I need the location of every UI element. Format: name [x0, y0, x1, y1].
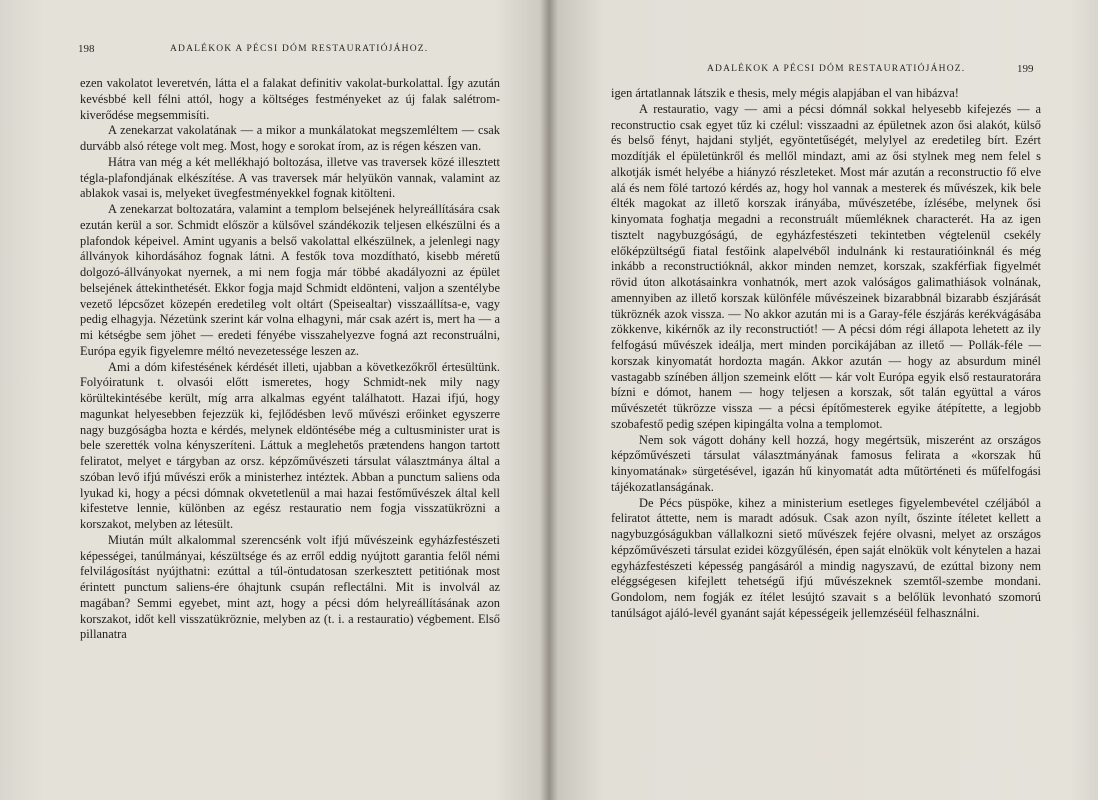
left-paragraph-6: Miután múlt alkalommal szerencsénk volt ifjú művészeink egyházfestészeti képességei, tanúlmányai, készültsége és az erről eddig nyújtott garantia felől némi felvilágosítást nyújthatni: ezúttal a túl-öntudatosan szerkesztett petitiónak most érintett punctum saliens-ére óhajtunk csupán reflectálni. Mit is involvál az magában? Semmi egyebet, mint azt, hogy a pécsi dóm helyreállításának azon korszakot, időt kell visszatükröznie, melyben az (t. i. a restauratio) végbement. Első pillanatra: [80, 532, 500, 642]
right-page-number: 199: [1017, 63, 1034, 75]
left-paragraph-1: ezen vakolatot leveretvén, látta el a falakat definitiv vakolat-burkolattal. Így azután kevésbbé kell félni attól, hogy a költséges festményeket az új falak salétrom-kiverődése megsemmisíti.: [80, 76, 500, 122]
left-page-body: [80, 76, 500, 643]
left-paragraph-5: Ami a dóm kifestésének kérdését illeti, ujabban a következőkről értesültünk. Folyóiratunk t. olvasói előtt ismeretes, hogy Schmidt-nek mily nagy körültekintésébe került, míg arra alkalmas egyént találhatott. Hazai ifjú, hogy magunkat helyesebben fejezzük ki, fejlődésben levő művészi erőinket egyszerre nagy buzgóságba hozta e kérdés, melynek eldöntésébe még a cultusminister urat is bele szerették volna kényszeríteni. Láttuk a meglehetős prætendens hangon tartott feliratot, melyet e tárgyban az orsz. képzőművészeti társulat választmánya által a szóban levő ifjú művészi erők a ministerhez intéztek. Abban a punctum saliens oda lyukad ki, hogy a pécsi dómnak okvetetlenül a mai hazai festőművészek által kell kifestetve lennie, különben az egész restauratio nem fogja visszatükrözni a korszakot, melyben az létesült.: [80, 359, 500, 531]
left-paragraph-4: A zenekarzat boltozatára, valamint a templom belsejének helyreállítására csak ezután kerül a sor. Schmidt először a külsővel szándékozik teljesen elkészülni és a plafondok képeivel. Amint ugyanis a belső vakolattal elkészülnek, a jelenlegi nagy állványok kihordásához fognak látni. A festők tova mozdítható, kisebb méretű dolgozó-állványokat nyernek, a mi nem fogja már többé akadályozni az épület belsejének áttekinthetését. Ekkor fogja majd Schmidt eldönteni, valjon a szentélybe vezető lépcsőzet közepén eredetileg volt oltárt (Speisealtar) visszaállítsa-e, vagy pedig elhagyja. Nézetünk szerint kár volna elhagyni, már csak azért is, mert ha — a mi kétségbe sem jöhet — eredeti fényébe visszahelyezve fogná azt reconstruálni, Európa egyik figyelemre méltó nevezetessége leszen az.: [80, 202, 500, 358]
right-paragraph-2: A restauratio, vagy — ami a pécsi dómnál sokkal helyesebb kifejezés — a reconstructio csak egyet tűz ki czélul: visszaadni az épületnek azon ősi alakót, külső és belső fényt, hajdani styljét, egyöntetűségét, melylyel az eredetileg bírt. Ezért mozdítják el épületünkről és mellől mindazt, ami az ősi stylnek meg nem felel s alkotják ismét helyébe a hiányzó részleteket. Most már azután a reconstructio fő elve alá és nem fölé tartozó kérdés az, hogy hol vannak a mesterek és művészek, kik bele élték magokat az illető korszak irányába, művészetébe, ízlésébe, melynek ősi kinyomata foghatja megadni a reconstruált műemléknek characterét. Ha az igen tisztelt nagybuzgóságú, de egyházfestészeti tekintetben végtelenül csekély előképzültségű fiatal festőink alapelvéből indulnánk ki restauratióinknál és még inkább a reconstructióknál, akkor minden nemzet, korszak, szakférfiak figyelmét rövid úton alkotásainkra vonhatnók, mert azok valóságos galimathiások volnának, amennyiben az illető korszak különféle művészeinek bizarabbnál bizarabb észjárását tükröznék azok vissza. — No akkor azután mi is a Garay-féle észjárás kerékvágásába zökkenve, kikérnők az ily reconstructiót! — A pécsi dóm régi állapota lehetett az ily felfogású művészek ideálja, mert minden porcikájában az illető — Pollák-féle — korszak kinyomatát hordozta magán. Akkor azután — hogy az absurdum minél vastagabb színében álljon szemeink előtt — kár volt Európa egyik első restauratorára bízni e dómot, hanem — hogy teljesen a korszak, sőt talán együttal a város művészetét tükrözze vissza — a pécsi építőmesterek egyike átépítette, a legjobb szobafestő pedig szépen kipingálta volna a templomot.: [611, 101, 1041, 431]
left-paragraph-3: Hátra van még a két mellékhajó boltozása, illetve vas traversek közé illesztett tégla-plafondjának elkészítése. A vas traversek már helyükön vannak, valamint az ablakok vasai is, melyeket üvegfestményekkel fognak kitölteni.: [80, 154, 500, 201]
right-paragraph-3: Nem sok vágott dohány kell hozzá, hogy megértsük, miszerént az országos képzőművészeti társulat választmányának famosus felirata a «korszak hű kinyomatának» sürgetésével, igazán hű kinyomatát adta műtörténeti és műfelfogási tájékozatlanságának.: [611, 432, 1041, 494]
left-page-number: 198: [78, 43, 95, 55]
right-paragraph-1: igen ártatlannak látszik e thesis, mely mégis alapjában el van hibázva!: [611, 86, 959, 100]
right-page-body: [611, 86, 1041, 622]
left-paragraph-2: A zenekarzat vakolatának — a mikor a munkálatokat megszemléltem — csak durvább alsó rétege volt meg. Most, hogy e sorokat írom, az is régen készen van.: [80, 123, 500, 153]
left-running-head: ADALÉKOK A PÉCSI DÓM RESTAURATIÓJÁHOZ.: [170, 44, 429, 54]
right-paragraph-4: De Pécs püspöke, kihez a ministerium esetleges figyelembevétel czéljából a feliratot áttette, nem is maradt adósuk. Csak azon nyílt, őszinte ítéletet kellett a nagybuzgóságukban vállalkozni siető művészek fejére olvasni, melyet az országos képzőművészeti társulat ezidei közgyűlésén, épen saját elnökük volt kénytelen a hazai egyházfestészeti képesség pangásáról a mindig nagyszavú, de ezúttal bizony nem eléggségesen kifejlett tehetségű ifjú művészeknek szemtől-szembe mondani. Gondolom, nem fogják ez ítélet lesújtó szavait s a belőlük levonható szomorú tanúlságot ajáló-levél gyanánt saját képességeik jellemzéséül felhasználni.: [611, 495, 1041, 620]
right-running-head: ADALÉKOK A PÉCSI DÓM RESTAURATIÓJÁHOZ.: [707, 64, 966, 74]
right-page: [549, 0, 1098, 800]
